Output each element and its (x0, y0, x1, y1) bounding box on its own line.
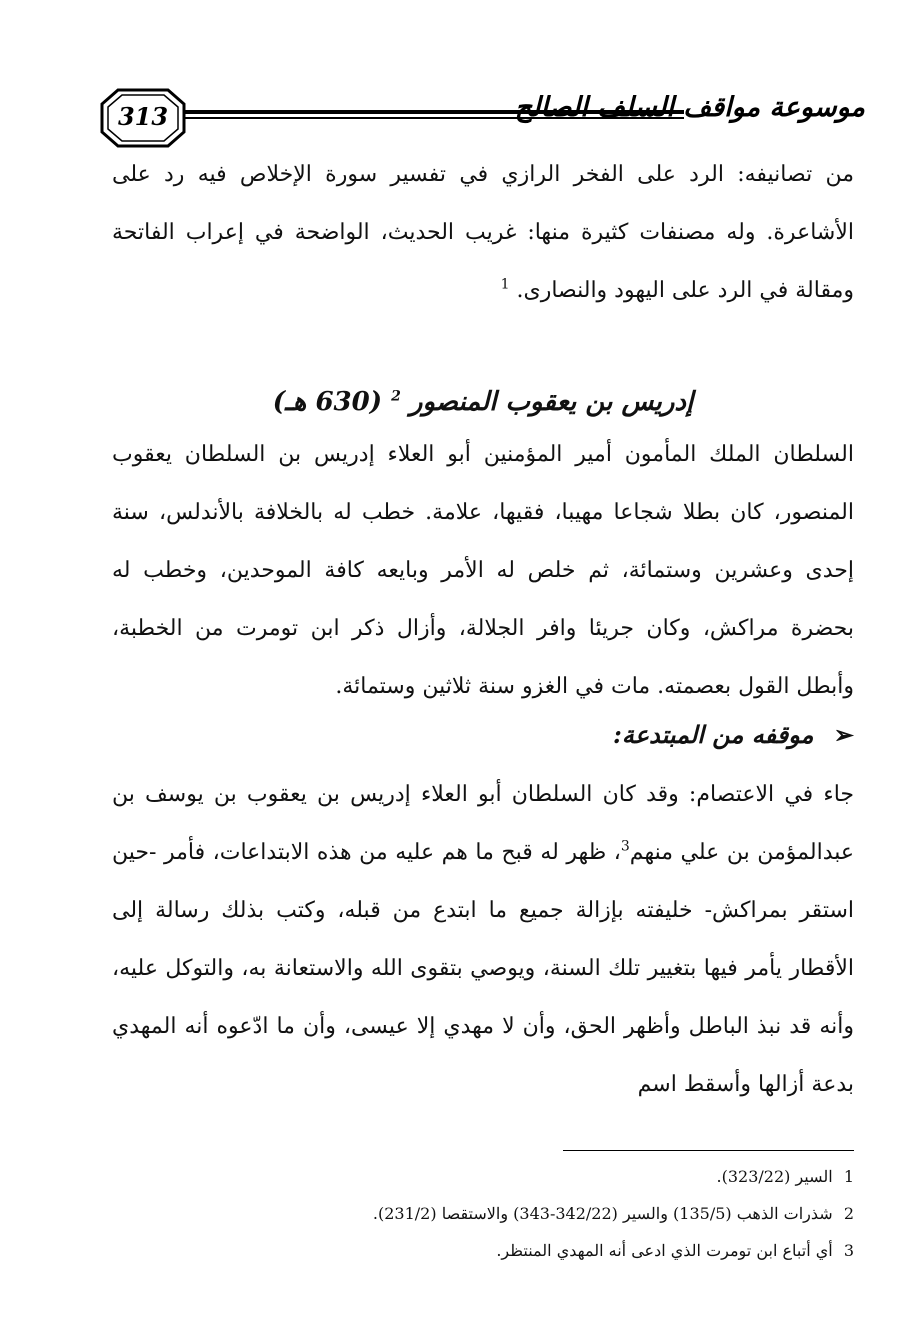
page-number: 313 (117, 102, 169, 131)
arrow-bullet-icon: ➢ (833, 720, 854, 749)
heading-date: (630 هـ) (272, 387, 383, 417)
footnote-2 (112, 1195, 854, 1232)
paragraph-2 (112, 426, 854, 716)
paragraph-3 (112, 766, 854, 1114)
footnote-1 (112, 1158, 854, 1195)
subheading-text: موقفه من المبتدعة: (612, 720, 814, 749)
footnote-ref-3: 3 (620, 838, 630, 855)
page-number-badge (100, 88, 186, 148)
subheading (112, 708, 854, 762)
footnote-3 (112, 1232, 854, 1269)
footnote-number: 3 (843, 1241, 854, 1260)
footnote-number: 1 (843, 1167, 854, 1186)
section-heading (112, 372, 854, 432)
paragraph-3-text-b: ، ظهر له قبح ما هم عليه من هذه الابتداعات، فأمر -حين استقر بمراكش- خليفته بإزالة جميع ما ابتدع من قبله، وكتب بذلك رسالة إلى الأقطار يأمر فيها بتغيير تلك السنة، ويوصي بتقوى الله والاستعانة به، والتوكل عليه، وأنه قد نبذ الباطل وأظهر الحق، وأن لا مهدي إلا عيسى، وأن ما ادّعوه أنه المهدي بدعة أزالها وأسقط اسم (112, 840, 854, 1097)
footnote-ref-2: 2 (391, 388, 401, 405)
paragraph-1-text: من تصانيفه: الرد على الفخر الرازي في تفسير سورة الإخلاص فيه رد على الأشاعرة. وله مصنفات كثيرة منها: غريب الحديث، الواضحة في إعراب الفاتحة ومقالة في الرد على اليهود والنصارى. (112, 162, 854, 303)
footnote-text: السير (323/22). (716, 1167, 833, 1186)
series-title: موسوعة مواقف السلف الصالح (514, 92, 865, 123)
footnote-text: أي أتباع ابن تومرت الذي ادعى أنه المهدي المنتظر. (496, 1241, 833, 1260)
page-header (100, 88, 865, 148)
paragraph-2-text: السلطان الملك المأمون أمير المؤمنين أبو العلاء إدريس بن السلطان يعقوب المنصور، كان بطلا شجاعا مهيبا، فقيها، علامة. خطب له بالخلافة بالأندلس، سنة إحدى وعشرين وستمائة، ثم خلص له الأمر وبايعه كافة الموحدين، وخطب له بحضرة مراكش، وكان جريئا وافر الجلالة، وأزال ذكر ابن تومرت من الخطبة، وأبطل القول بعصمته. مات في الغزو سنة ثلاثين وستمائة. (112, 442, 854, 699)
footnote-separator (563, 1150, 854, 1151)
footnote-number: 2 (843, 1204, 854, 1223)
footnotes (112, 1158, 854, 1269)
paragraph-1 (112, 146, 854, 320)
heading-name: إدريس بن يعقوب المنصور (409, 387, 694, 417)
footnote-ref-1: 1 (500, 276, 510, 293)
footnote-text: شذرات الذهب (135/5) والسير (342/22-343) والاستقصا (231/2). (372, 1204, 833, 1223)
paragraph-3-text-a: جاء في الاعتصام: وقد كان السلطان أبو العلاء إدريس بن يعقوب بن يوسف بن عبدالمؤمن بن علي منهم (112, 782, 855, 865)
